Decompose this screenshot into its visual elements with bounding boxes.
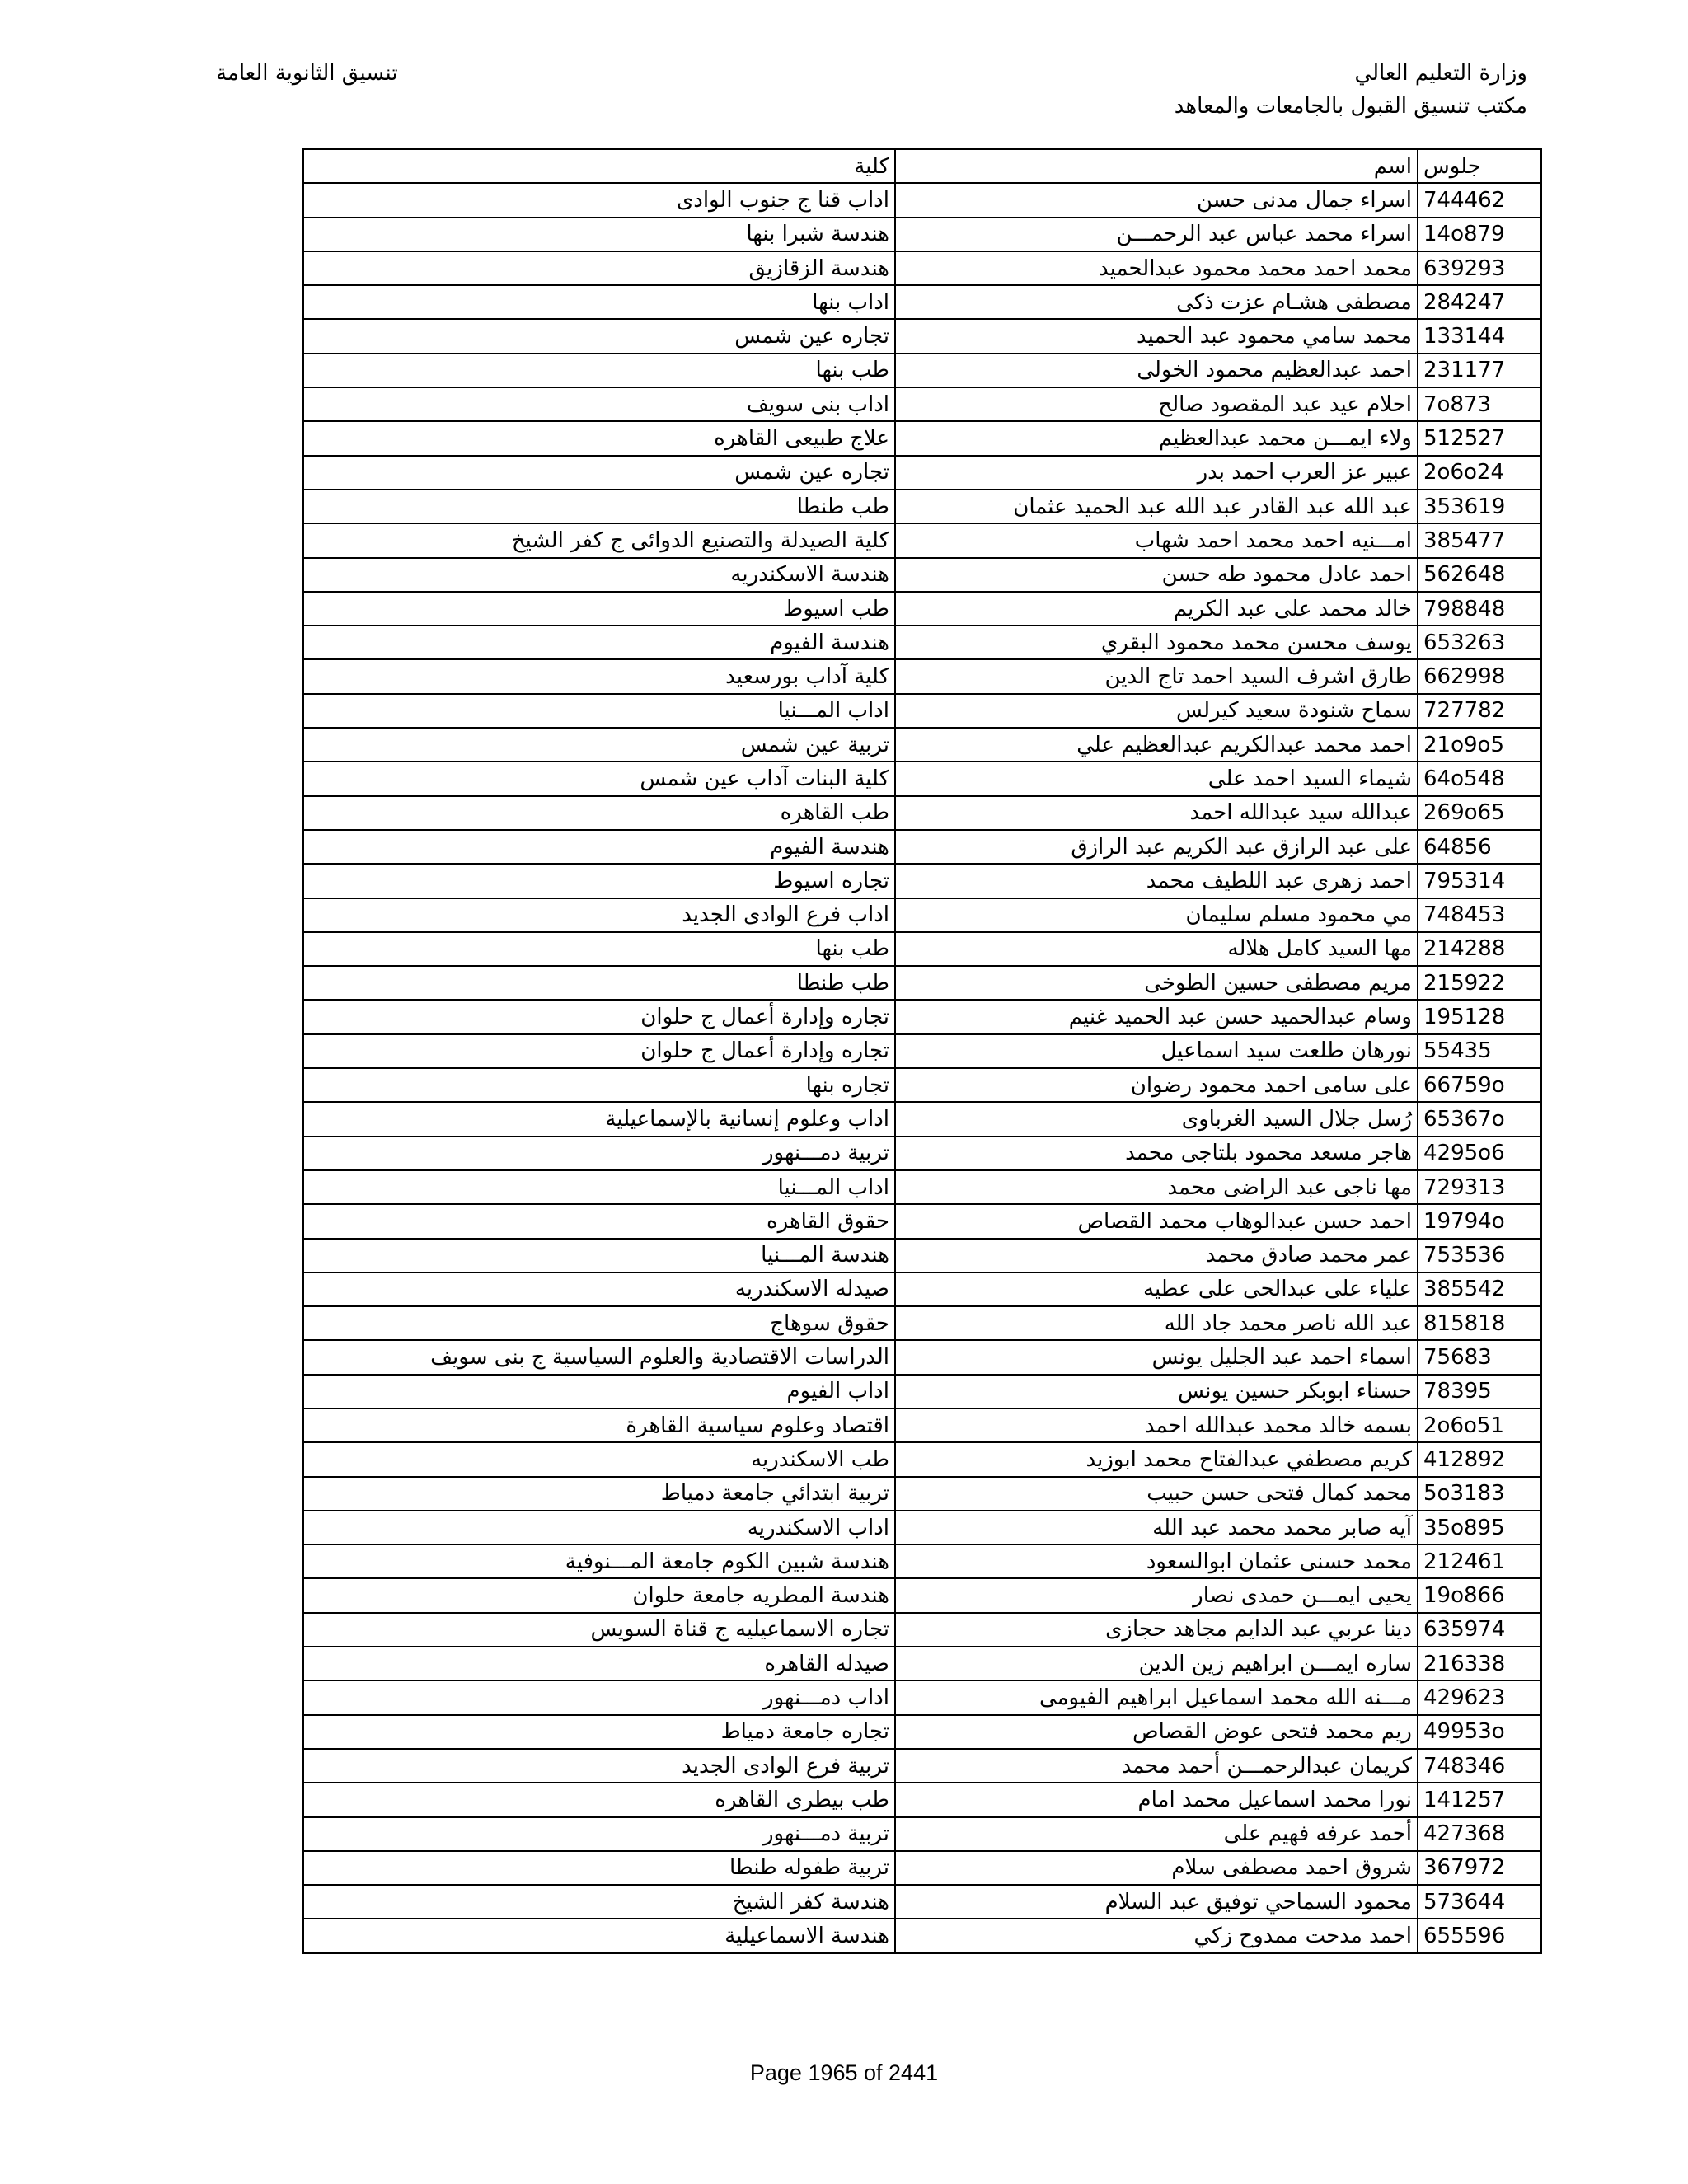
name-cell: احمد عادل محمود طه حسن	[895, 558, 1418, 592]
name-cell: مها السيد كامل هلاله	[895, 932, 1418, 966]
name-cell: مها ناجى عبد الراضى محمد	[895, 1170, 1418, 1204]
seat-cell: 753536	[1418, 1239, 1541, 1272]
name-cell: مي محمود مسلم سليمان	[895, 898, 1418, 932]
name-cell: احمد زهرى عبد اللطيف محمد	[895, 864, 1418, 898]
name-cell: كريم مصطفي عبدالفتاح محمد ابوزيد	[895, 1442, 1418, 1476]
name-cell: خالد محمد على عبد الكريم	[895, 592, 1418, 626]
table-row	[303, 1715, 1541, 1749]
name-cell: يوسف محسن محمد محمود البقري	[895, 626, 1418, 659]
faculty-cell: كلية الصيدلة والتصنيع الدوائى ج كفر الشيخ	[303, 523, 895, 557]
column-header-name: اسم	[895, 149, 1418, 183]
table-row	[303, 1477, 1541, 1511]
name-cell: احمد مدحت ممدوح زكي	[895, 1919, 1418, 1952]
faculty-cell: تجاره اسيوط	[303, 864, 895, 898]
seat-cell: 216338	[1418, 1647, 1541, 1680]
table-row	[303, 966, 1541, 1000]
seat-cell: 269o65	[1418, 796, 1541, 830]
table-row	[303, 762, 1541, 795]
table-row	[303, 796, 1541, 830]
name-cell: محمد حسنى عثمان ابوالسعود	[895, 1544, 1418, 1578]
seat-cell: 284247	[1418, 285, 1541, 319]
coordination-title: تنسيق الثانوية العامة	[216, 61, 398, 86]
faculty-cell: تجاره وإدارة أعمال ج حلوان	[303, 1034, 895, 1068]
seat-cell: 795314	[1418, 864, 1541, 898]
faculty-cell: هندسة الاسكندريه	[303, 558, 895, 592]
faculty-cell: اداب المـــنيا	[303, 694, 895, 728]
faculty-cell: تجاره عين شمس	[303, 456, 895, 490]
seat-cell: 748346	[1418, 1749, 1541, 1783]
faculty-cell: هندسة المطريه جامعة حلوان	[303, 1578, 895, 1612]
name-cell: احمد حسن عبدالوهاب محمد القصاص	[895, 1204, 1418, 1238]
seat-cell: 66759o	[1418, 1068, 1541, 1102]
seat-cell: 133144	[1418, 319, 1541, 353]
table-row	[303, 626, 1541, 659]
seat-cell: 141257	[1418, 1783, 1541, 1816]
table-row	[303, 864, 1541, 898]
table-row	[303, 1272, 1541, 1306]
faculty-cell: هندسة الفيوم	[303, 626, 895, 659]
table-row	[303, 319, 1541, 353]
seat-cell: 512527	[1418, 421, 1541, 455]
table-row	[303, 1442, 1541, 1476]
name-cell: شيماء السيد احمد على	[895, 762, 1418, 795]
seat-cell: 727782	[1418, 694, 1541, 728]
table-row	[303, 490, 1541, 523]
column-header-seat: جلوس	[1418, 149, 1541, 183]
faculty-cell: تجاره جامعة دمياط	[303, 1715, 895, 1749]
faculty-cell: هندسة الاسماعيلية	[303, 1919, 895, 1952]
seat-cell: 212461	[1418, 1544, 1541, 1578]
table-row	[303, 218, 1541, 251]
seat-cell: 215922	[1418, 966, 1541, 1000]
seat-cell: 4295o6	[1418, 1137, 1541, 1170]
table-row	[303, 1578, 1541, 1612]
table-row	[303, 523, 1541, 557]
seat-cell: 639293	[1418, 251, 1541, 285]
name-cell: على سامى احمد محمود رضوان	[895, 1068, 1418, 1102]
seat-cell: 655596	[1418, 1919, 1541, 1952]
table-row	[303, 183, 1541, 217]
seat-cell: 19794o	[1418, 1204, 1541, 1238]
faculty-cell: اداب المـــنيا	[303, 1170, 895, 1204]
faculty-cell: اداب وعلوم إنسانية بالإسماعيلية	[303, 1102, 895, 1136]
name-cell: مريم مصطفى حسين الطوخى	[895, 966, 1418, 1000]
table-header-row	[303, 149, 1541, 183]
faculty-cell: تجاره وإدارة أعمال ج حلوان	[303, 1000, 895, 1033]
name-cell: شروق احمد مصطفى سلام	[895, 1851, 1418, 1885]
faculty-cell: هندسة المـــنيا	[303, 1239, 895, 1272]
faculty-cell: طب طنطا	[303, 966, 895, 1000]
page-number: Page 1965 of 2441	[749, 2060, 939, 2085]
seat-cell: 64856	[1418, 830, 1541, 864]
seat-cell: 429623	[1418, 1680, 1541, 1714]
name-cell: سماح شنودة سعيد كيرلس	[895, 694, 1418, 728]
name-cell: على عبد الرازق عبد الكريم عبد الرازق	[895, 830, 1418, 864]
name-cell: احمد محمد عبدالكريم عبدالعظيم علي	[895, 728, 1418, 762]
table-row	[303, 1375, 1541, 1408]
faculty-cell: كلية البنات آداب عين شمس	[303, 762, 895, 795]
seat-cell: 231177	[1418, 354, 1541, 387]
column-header-faculty: كلية	[303, 149, 895, 183]
ministry-title: وزارة التعليم العالي	[1354, 61, 1527, 86]
name-cell: احمد عبدالعظيم محمود الخولى	[895, 354, 1418, 387]
name-cell: نورا محمد اسماعيل محمد امام	[895, 1783, 1418, 1816]
name-cell: رُسل جلال السيد الغرباوى	[895, 1102, 1418, 1136]
faculty-cell: اداب فرع الوادى الجديد	[303, 898, 895, 932]
table-row	[303, 1749, 1541, 1783]
faculty-cell: صيدله القاهره	[303, 1647, 895, 1680]
table-row	[303, 1137, 1541, 1170]
seat-cell: 195128	[1418, 1000, 1541, 1033]
table-row	[303, 1647, 1541, 1680]
table-row	[303, 1306, 1541, 1340]
faculty-cell: طب بيطرى القاهره	[303, 1783, 895, 1816]
faculty-cell: اداب بنها	[303, 285, 895, 319]
faculty-cell: اقتصاد وعلوم سياسية القاهرة	[303, 1408, 895, 1442]
name-cell: علياء على عبدالحى على عطيه	[895, 1272, 1418, 1306]
faculty-cell: طب بنها	[303, 354, 895, 387]
faculty-cell: اداب الفيوم	[303, 1375, 895, 1408]
seat-cell: 653263	[1418, 626, 1541, 659]
seat-cell: 635974	[1418, 1613, 1541, 1647]
seat-cell: 573644	[1418, 1885, 1541, 1919]
table-row	[303, 932, 1541, 966]
faculty-cell: طب طنطا	[303, 490, 895, 523]
table-row	[303, 1170, 1541, 1204]
seat-cell: 744462	[1418, 183, 1541, 217]
name-cell: دينا عربي عبد الدايم مجاهد حجازى	[895, 1613, 1418, 1647]
name-cell: نورهان طلعت سيد اسماعيل	[895, 1034, 1418, 1068]
table-row	[303, 421, 1541, 455]
table-row	[303, 387, 1541, 421]
seat-cell: 49953o	[1418, 1715, 1541, 1749]
seat-cell: 427368	[1418, 1817, 1541, 1851]
table-row	[303, 1034, 1541, 1068]
table-row	[303, 1680, 1541, 1714]
faculty-cell: الدراسات الاقتصادية والعلوم السياسية ج بنى سويف	[303, 1340, 895, 1374]
faculty-cell: طب القاهره	[303, 796, 895, 830]
table-row	[303, 898, 1541, 932]
seat-cell: 729313	[1418, 1170, 1541, 1204]
name-cell: حسناء ابوبكر حسين يونس	[895, 1375, 1418, 1408]
name-cell: ساره ايمـــن ابراهيم زين الدين	[895, 1647, 1418, 1680]
office-title: مكتب تنسيق القبول بالجامعات والمعاهد	[1174, 94, 1527, 119]
name-cell: أحمد عرفه فهيم على	[895, 1817, 1418, 1851]
name-cell: ريم محمد فتحى عوض القصاص	[895, 1715, 1418, 1749]
name-cell: محمد كمال فتحى حسن حبيب	[895, 1477, 1418, 1511]
faculty-cell: اداب الاسكندريه	[303, 1511, 895, 1544]
seat-cell: 662998	[1418, 659, 1541, 693]
name-cell: ولاء ايمـــن محمد عبدالعظيم	[895, 421, 1418, 455]
table-row	[303, 1919, 1541, 1952]
table-row	[303, 1511, 1541, 1544]
seat-cell: 7o873	[1418, 387, 1541, 421]
faculty-cell: طب الاسكندريه	[303, 1442, 895, 1476]
seat-cell: 748453	[1418, 898, 1541, 932]
faculty-cell: تربية دمـــنهور	[303, 1137, 895, 1170]
name-cell: عمر محمد صادق محمد	[895, 1239, 1418, 1272]
faculty-cell: تجاره الاسماعيليه ج قناة السويس	[303, 1613, 895, 1647]
table-row	[303, 1340, 1541, 1374]
faculty-cell: علاج طبيعى القاهره	[303, 421, 895, 455]
faculty-cell: هندسة الزقازيق	[303, 251, 895, 285]
name-cell: هاجر مسعد محمود بلتاجى محمد	[895, 1137, 1418, 1170]
table-row	[303, 694, 1541, 728]
table-row	[303, 1885, 1541, 1919]
faculty-cell: هندسة شبرا بنها	[303, 218, 895, 251]
table-row	[303, 1204, 1541, 1238]
seat-cell: 14o879	[1418, 218, 1541, 251]
seat-cell: 385477	[1418, 523, 1541, 557]
name-cell: طارق اشرف السيد احمد تاج الدين	[895, 659, 1418, 693]
table-row	[303, 830, 1541, 864]
faculty-cell: طب بنها	[303, 932, 895, 966]
name-cell: كريمان عبدالرحمـــن أحمد محمد	[895, 1749, 1418, 1783]
table-row	[303, 285, 1541, 319]
faculty-cell: تجاره بنها	[303, 1068, 895, 1102]
seat-cell: 353619	[1418, 490, 1541, 523]
faculty-cell: اداب بنى سويف	[303, 387, 895, 421]
name-cell: مـــنه الله محمد اسماعيل ابراهيم الفيومى	[895, 1680, 1418, 1714]
name-cell: وسام عبدالحميد حسن عبد الحميد غنيم	[895, 1000, 1418, 1033]
faculty-cell: اداب دمـــنهور	[303, 1680, 895, 1714]
table-row	[303, 558, 1541, 592]
seat-cell: 367972	[1418, 1851, 1541, 1885]
name-cell: محمد سامي محمود عبد الحميد	[895, 319, 1418, 353]
name-cell: آيه صابر محمد محمد عبد الله	[895, 1511, 1418, 1544]
results-table	[302, 148, 1542, 1954]
name-cell: مصطفى هشـام عزت ذكى	[895, 285, 1418, 319]
seat-cell: 815818	[1418, 1306, 1541, 1340]
table-row	[303, 1408, 1541, 1442]
seat-cell: 5o3183	[1418, 1477, 1541, 1511]
table-row	[303, 1613, 1541, 1647]
table-row	[303, 456, 1541, 490]
faculty-cell: اداب قنا ج جنوب الوادى	[303, 183, 895, 217]
seat-cell: 21o9o5	[1418, 728, 1541, 762]
seat-cell: 78395	[1418, 1375, 1541, 1408]
name-cell: اسماء احمد عبد الجليل يونس	[895, 1340, 1418, 1374]
table-row	[303, 1783, 1541, 1816]
name-cell: عبدالله سيد عبدالله احمد	[895, 796, 1418, 830]
table-row	[303, 1544, 1541, 1578]
name-cell: عبد الله ناصر محمد جاد الله	[895, 1306, 1418, 1340]
faculty-cell: طب اسيوط	[303, 592, 895, 626]
name-cell: محمود السماحي توفيق عبد السلام	[895, 1885, 1418, 1919]
faculty-cell: حقوق القاهره	[303, 1204, 895, 1238]
seat-cell: 75683	[1418, 1340, 1541, 1374]
table-row	[303, 659, 1541, 693]
faculty-cell: تربية فرع الوادى الجديد	[303, 1749, 895, 1783]
table-row	[303, 354, 1541, 387]
seat-cell: 19o866	[1418, 1578, 1541, 1612]
faculty-cell: تربية طفوله طنطا	[303, 1851, 895, 1885]
faculty-cell: تربية ابتدائي جامعة دمياط	[303, 1477, 895, 1511]
table-row	[303, 1068, 1541, 1102]
table-row	[303, 1851, 1541, 1885]
seat-cell: 65367o	[1418, 1102, 1541, 1136]
faculty-cell: تربية عين شمس	[303, 728, 895, 762]
name-cell: يحيى ايمـــن حمدى نصار	[895, 1578, 1418, 1612]
faculty-cell: صيدله الاسكندريه	[303, 1272, 895, 1306]
faculty-cell: هندسة الفيوم	[303, 830, 895, 864]
faculty-cell: تجاره عين شمس	[303, 319, 895, 353]
name-cell: امـــنيه احمد محمد احمد شهاب	[895, 523, 1418, 557]
faculty-cell: حقوق سوهاج	[303, 1306, 895, 1340]
table-row	[303, 251, 1541, 285]
table-row	[303, 1239, 1541, 1272]
name-cell: محمد احمد محمد محمود عبدالحميد	[895, 251, 1418, 285]
name-cell: عبير عز العرب احمد بدر	[895, 456, 1418, 490]
name-cell: اسراء جمال مدنى حسن	[895, 183, 1418, 217]
seat-cell: 2o6o51	[1418, 1408, 1541, 1442]
name-cell: بسمه خالد محمد عبدالله احمد	[895, 1408, 1418, 1442]
seat-cell: 412892	[1418, 1442, 1541, 1476]
table-row	[303, 592, 1541, 626]
faculty-cell: كلية آداب بورسعيد	[303, 659, 895, 693]
seat-cell: 798848	[1418, 592, 1541, 626]
table-row	[303, 1102, 1541, 1136]
seat-cell: 55435	[1418, 1034, 1541, 1068]
seat-cell: 214288	[1418, 932, 1541, 966]
faculty-cell: تربية دمـــنهور	[303, 1817, 895, 1851]
name-cell: احلام عيد عبد المقصود صالح	[895, 387, 1418, 421]
seat-cell: 562648	[1418, 558, 1541, 592]
seat-cell: 64o548	[1418, 762, 1541, 795]
name-cell: اسراء محمد عباس عبد الرحمـــن	[895, 218, 1418, 251]
faculty-cell: هندسة كفر الشيخ	[303, 1885, 895, 1919]
name-cell: عبد الله عبد القادر عبد الله عبد الحميد عثمان	[895, 490, 1418, 523]
table-row	[303, 1817, 1541, 1851]
table-row	[303, 1000, 1541, 1033]
table-row	[303, 728, 1541, 762]
seat-cell: 2o6o24	[1418, 456, 1541, 490]
seat-cell: 35o895	[1418, 1511, 1541, 1544]
seat-cell: 385542	[1418, 1272, 1541, 1306]
faculty-cell: هندسة شبين الكوم جامعة المـــنوفية	[303, 1544, 895, 1578]
